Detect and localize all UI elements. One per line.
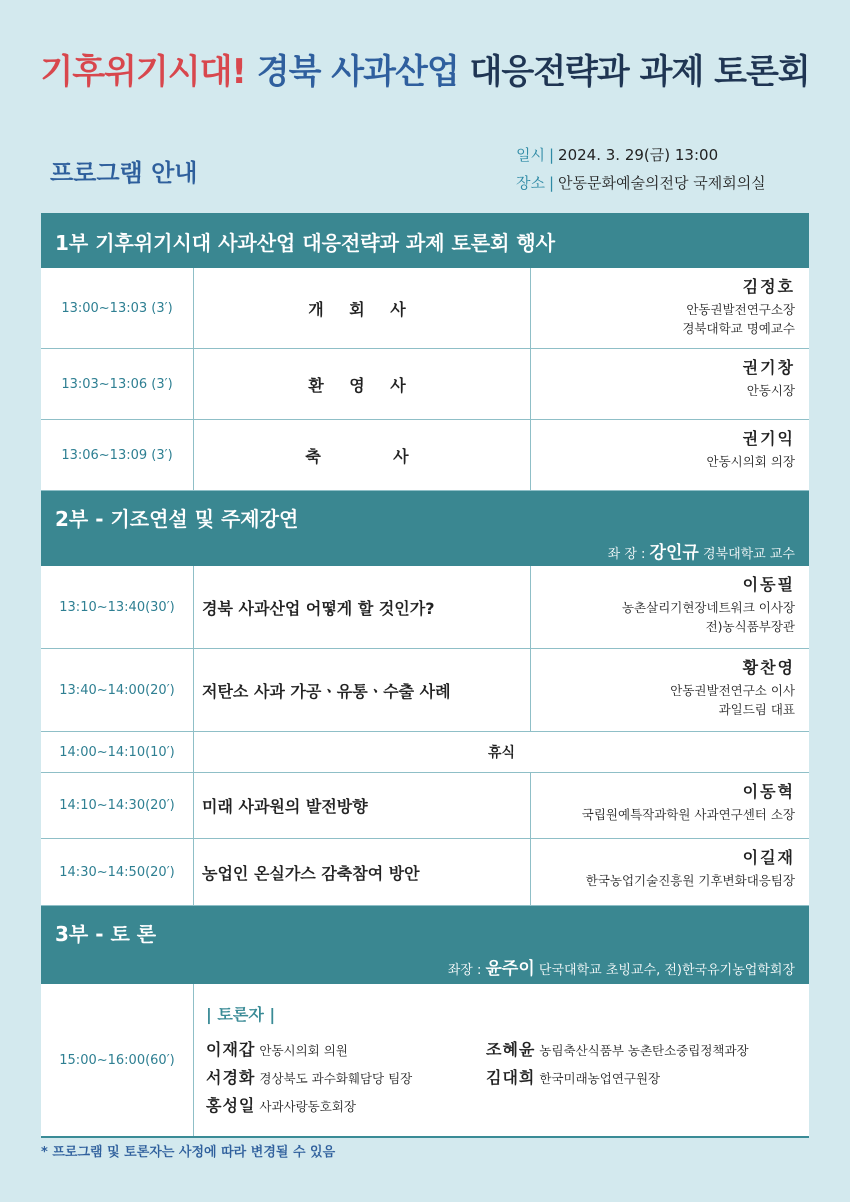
speaker-role: 안동시장: [746, 383, 795, 398]
row-time: 13:06~13:09 (3′): [41, 420, 194, 490]
break-label: 휴식: [487, 745, 516, 761]
panelist: [486, 1065, 799, 1088]
title-part1: 기후위기시대!: [40, 52, 246, 92]
place-value: 안동문화예술의전당 국제회의실: [558, 174, 766, 192]
panelist-role: 사과사랑동호회장: [259, 1099, 356, 1114]
speaker-role: 안동시의회 의장: [706, 454, 795, 469]
panelist-name: 조혜윤: [486, 1040, 536, 1059]
part3-header: [41, 906, 809, 984]
row-time: 13:03~13:06 (3′): [41, 349, 194, 419]
speaker-name: 권기익: [742, 429, 795, 448]
speaker: [531, 649, 809, 731]
panelist: [206, 1093, 486, 1116]
place-separator: |: [548, 174, 555, 192]
footnote: * 프로그램 및 토론자는 사정에 따라 변경될 수 있음: [41, 1145, 336, 1160]
panelist-role: 농림축산식품부 농촌탄소중립정책과장: [539, 1043, 749, 1058]
speaker-name: 이길재: [742, 848, 795, 867]
panel-label: | 토론자 |: [206, 1005, 276, 1024]
panelist-name: 이재갑: [206, 1040, 256, 1059]
row-time: 13:00~13:03 (3′): [41, 268, 194, 348]
discussion-row: [41, 984, 809, 1136]
speaker-name: 이동혁: [742, 782, 795, 801]
row-title: 축 사: [194, 420, 531, 490]
table-row: [41, 566, 809, 649]
row-title: 경북 사과산업 어떻게 할 것인가?: [194, 566, 531, 648]
speaker-role: 과일드림 대표: [718, 702, 795, 717]
chair-prefix: 좌 장 :: [607, 547, 646, 562]
panelist: [206, 1065, 486, 1088]
event-date: [516, 144, 718, 165]
speaker: [531, 566, 809, 648]
title-part3: 대응전략과 과제 토론회: [469, 52, 810, 92]
speaker-name: 권기창: [742, 358, 795, 377]
panelist-list: [206, 1037, 799, 1116]
speaker-name: 황찬영: [742, 658, 795, 677]
speaker-role: 한국농업기술진흥원 기후변화대응팀장: [585, 873, 795, 888]
part1-header: [41, 213, 809, 268]
speaker-role: 안동권발전연구소 이사: [670, 683, 795, 698]
date-value: 2024. 3. 29(금) 13:00: [558, 146, 719, 164]
event-title: [0, 44, 850, 93]
speaker: [531, 420, 809, 490]
speaker: [531, 349, 809, 419]
row-time: 13:40~14:00(20′): [41, 649, 194, 731]
row-title: 개 회 사: [194, 268, 531, 348]
row-time: 14:10~14:30(20′): [41, 773, 194, 838]
table-row: [41, 839, 809, 906]
break-row: [41, 732, 809, 773]
speaker: [531, 773, 809, 838]
speaker-name: 김정호: [742, 277, 795, 296]
speaker: [531, 839, 809, 905]
part2-header: [41, 491, 809, 566]
row-title: 환 영 사: [194, 349, 531, 419]
speaker-role: 전)농식품부장관: [705, 619, 795, 634]
break-time: 14:00~14:10(10′): [41, 732, 194, 772]
chair-role: 단국대학교 초빙교수, 전)한국유기농업학회장: [538, 963, 795, 978]
table-row: [41, 420, 809, 491]
speaker-name: 이동필: [742, 575, 795, 594]
chair-name: 강인규: [649, 543, 699, 563]
chair-role: 경북대학교 교수: [702, 547, 795, 562]
chair-name: 윤주이: [485, 959, 535, 979]
panelist-name: 김대희: [486, 1068, 536, 1087]
chair-prefix: 좌장 :: [447, 963, 482, 978]
panelist-role: 한국미래농업연구원장: [539, 1071, 661, 1086]
part3-title: 3부 - 토 론: [55, 922, 157, 946]
program-table: [41, 213, 809, 1138]
part2-chair: [608, 538, 795, 563]
table-row: [41, 649, 809, 732]
panelist: [486, 1037, 799, 1060]
row-time: 14:30~14:50(20′): [41, 839, 194, 905]
row-title: 저탄소 사과 가공ㆍ유통ㆍ수출 사례: [194, 649, 531, 731]
speaker-role: 경북대학교 명예교수: [682, 321, 795, 336]
part2-title: 2부 - 기조연설 및 주제강연: [55, 507, 299, 531]
panel-section: [194, 984, 809, 1136]
panelist-role: 경상북도 과수화훼담당 팀장: [259, 1071, 413, 1086]
part3-chair: [448, 954, 795, 979]
row-title: 농업인 온실가스 감축참여 방안: [194, 839, 531, 905]
table-row: [41, 268, 809, 349]
program-label: 프로그램 안내: [50, 159, 198, 187]
speaker-role: 국립원예특작과학원 사과연구센터 소장: [581, 807, 795, 822]
date-key: 일시: [516, 146, 545, 164]
panelist-role: 안동시의회 의원: [259, 1043, 348, 1058]
speaker-role: 농촌살리기현장네트워크 이사장: [621, 600, 795, 615]
title-part2: 경북 사과산업: [256, 52, 459, 92]
row-time: 15:00~16:00(60′): [41, 984, 194, 1136]
panelist-name: 홍성일: [206, 1096, 256, 1115]
speaker: [531, 268, 809, 348]
row-title: 미래 사과원의 발전방향: [194, 773, 531, 838]
date-separator: |: [548, 146, 555, 164]
row-time: 13:10~13:40(30′): [41, 566, 194, 648]
panelist-name: 서경화: [206, 1068, 256, 1087]
table-row: [41, 773, 809, 839]
speaker-role: 안동권발전연구소장: [686, 302, 795, 317]
event-place: [516, 172, 766, 193]
table-row: [41, 349, 809, 420]
panelist: [206, 1037, 486, 1060]
place-key: 장소: [516, 174, 545, 192]
part1-title: 1부 기후위기시대 사과산업 대응전략과 과제 토론회 행사: [55, 231, 556, 255]
